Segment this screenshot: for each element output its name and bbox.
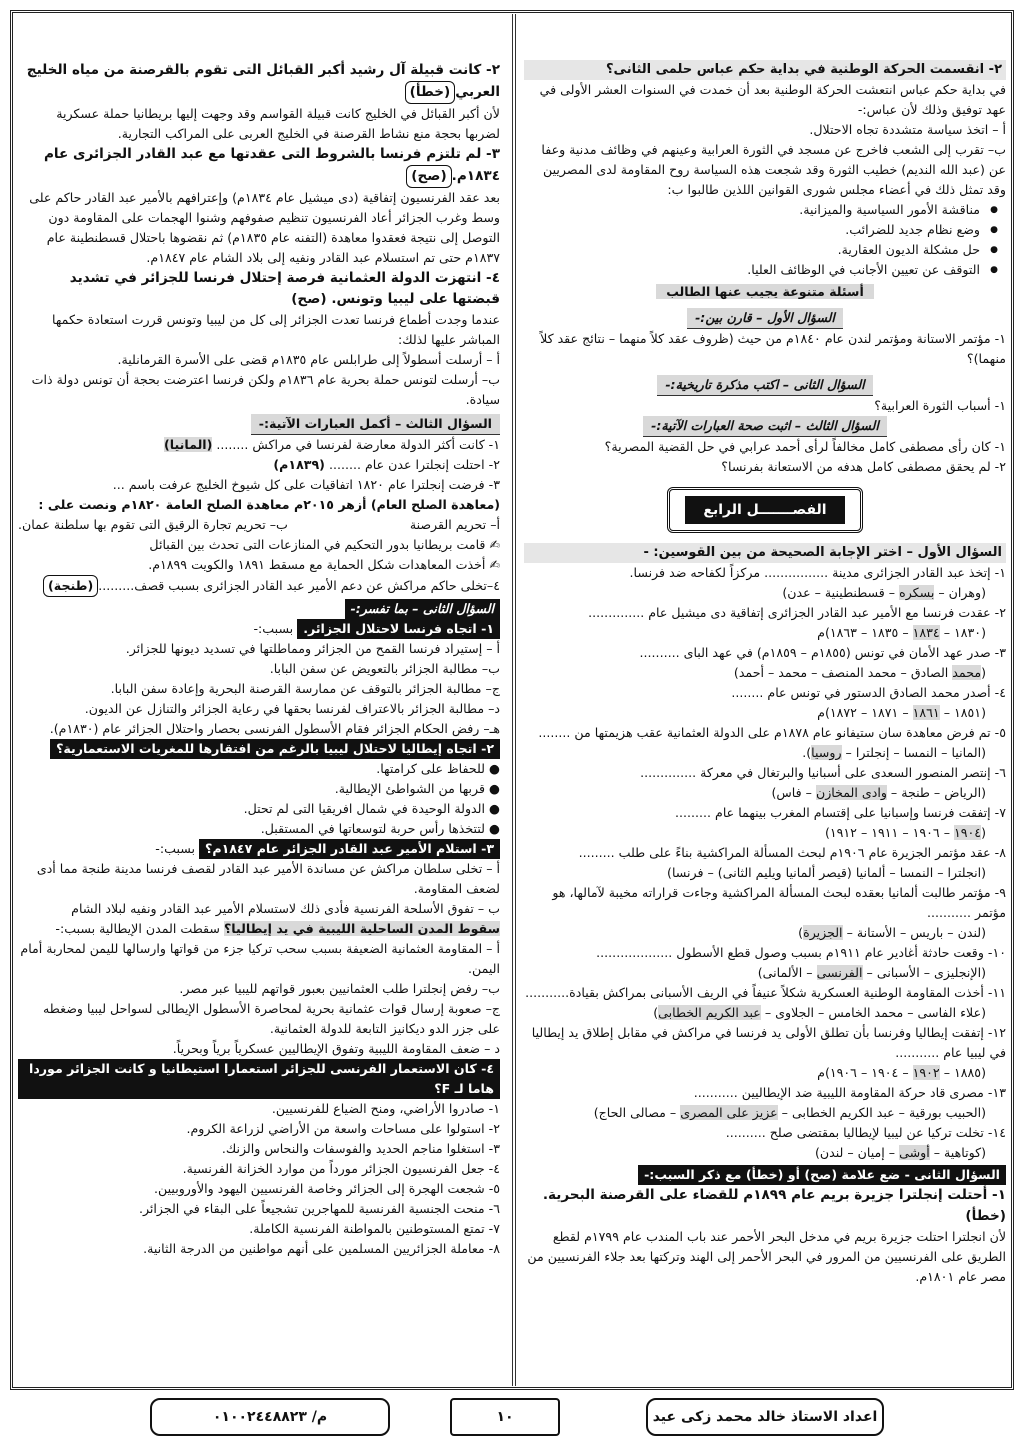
explain-1-title: ١- اتجاه فرنسا لاحتلال الجزائر. xyxy=(297,619,500,639)
tf-question-2: ٢- كانت قبيلة آل رشيد أكبر القبائل التى تقوم بالقرصنة من مياه الخليج العربي xyxy=(26,62,500,100)
mc-correct-answer: بسكره xyxy=(899,585,935,600)
mc-question: ٩- مؤتمر طالبت ألمانيا بعقده لبحث المسألة المراكشية وجاءت قراراته مخيبة لآمالها، هو مؤتمر ........... xyxy=(552,885,1006,920)
true-false-question-1: ١- أحتلت إنجلترا جزيرة بريم عام ١٨٩٩م للقضاء على القرصنة البحرية.(خطأ) xyxy=(542,1187,1006,1224)
mc-correct-answer: الفرنسى xyxy=(816,965,863,980)
author-name: اعداد الاستاذ خالد محمد زكى عيد xyxy=(652,1409,878,1425)
tf-reason-4: عندما وجدت أطماع فرنسا تعدت الجزائر إلى كل من ليبيا وتونس قررت استعادة حكمها المباشر عليها لذلك: xyxy=(52,312,500,347)
list-item: هـ– رفض الحكام الجزائر فقام الأسطول الفرنسى بحصار واحتلال الجزائر عام (١٨٣٠م). xyxy=(49,721,500,736)
list-item: ● الدولة الوحيدة في شمال افريقيا التى لم تحتل. xyxy=(243,801,500,816)
explain-3-b: ب – تفوق الأسلحة الفرنسية فأدى ذلك لاستسلام الأمير عبد القادر ونفيه لبلاد الشام xyxy=(71,901,500,916)
mc-options: (محمد الصادق – محمد المنصف – محمد – أحمد) xyxy=(733,665,986,680)
left-column xyxy=(18,60,500,1259)
prove-item-1: ١- كان رأى مصطفى كامل مخالفاً لرأى أحمد عرابي في حل القضية المصرية؟ xyxy=(604,439,1006,454)
question-2-point-a: أ – اتخذ سياسة متشددة تجاه الاحتلال. xyxy=(809,122,1006,137)
complete-answer-4: (طنجة) xyxy=(43,575,98,597)
treaty-point-d: أخذت المعاهدات شكل الحماية مع مسقط ١٨٩١ والكويت ١٨٩٩م. xyxy=(148,557,486,572)
list-item: ٣- استغلوا مناجم الحديد والفوسفات والنحاس والزنك. xyxy=(221,1141,500,1156)
list-item: أ – إستيراد فرنسا القمح من الجزائر ومماطلتها في تسديد ديونها للجزائر. xyxy=(125,641,500,656)
mc-question: ٣- صدر عهد الأمان في تونس (١٨٥٥م – ١٨٥٩م) في عهد الباى .......... xyxy=(639,645,1006,660)
treaty-point-a: أ– تحريم القرصنة xyxy=(409,517,500,532)
mc-options: (الرياض – طنجة – وادى المخازن – فاس) xyxy=(771,785,986,800)
mc-options: (كوتاهية – أوشى – إميان – لندن) xyxy=(814,1145,986,1160)
list-item: ٨- معاملة الجزائريين المسلمين على أنهم مواطنين من الدرجة الثانية. xyxy=(143,1241,500,1256)
complete-item-4: ٤–تخلى حاكم مراكش عن دعم الأمير عبد القادر الجزائرى بسبب قصف......... xyxy=(98,578,500,593)
compare-item: ١- مؤتمر الاستانة ومؤتمر لندن عام ١٨٤٠م من حيث (ظروف عقد كلاً منهما – نتائج عقد كلاً منهما)؟ xyxy=(540,331,1006,366)
mc-options: (انجلترا – النمسا – ألمانيا (قيصر ألمانيا ويليم الثانى) – فرنسا) xyxy=(667,865,986,880)
tf-question-4: ٤- انتهزت الدولة العثمانية فرصة إحتلال فرنسا للجزائر في تشديد قبضتها على ليبيا وتونس. xyxy=(69,270,500,307)
complete-item-1: ١- كانت أكثر الدولة معارضة لفرنسا في مراكش ........ xyxy=(216,437,500,452)
complete-answer-2: (١٨٣٩م) xyxy=(273,457,325,472)
mc-options: (١٨٣٠ – ١٨٣٤ – ١٨٣٥ – ١٨٦٣)م xyxy=(817,625,986,640)
tf-answer-3: (صح) xyxy=(406,165,451,188)
chapter-heading xyxy=(667,487,863,533)
mc-correct-answer: ١٨٦١ xyxy=(912,705,940,720)
explain-5-list xyxy=(18,1099,500,1259)
explain-2-list xyxy=(18,759,500,839)
explain-section-title: السؤال الثانى – بما تفسر:- xyxy=(345,599,500,619)
mc-options: (المانيا – النمسا – إنجلترا – روسيا). xyxy=(802,745,986,760)
chapter-label: الفصـــــــل الرابع xyxy=(685,496,844,524)
list-item: ١- صادروا الأراضي، ومنح الضياع للفرنسيين. xyxy=(271,1101,500,1116)
section-title-memo: السؤال الثانى – اكتب مذكرة تاريخية:- xyxy=(657,375,872,396)
mc-question: ١٠- وقعت حادثة أغادير عام ١٩١١م بسبب وصول قطع الأسطول ................... xyxy=(596,945,1006,960)
list-item: ٤- جعل الفرنسيون الجزائر مورداً من موارد الخزانة الفرنسية. xyxy=(182,1161,500,1176)
mc-correct-answer: روسيا xyxy=(811,745,842,760)
tf-question-3: ٣- لم تلتزم فرنسا بالشروط التى عقدتها مع عبد القادر الجزائرى عام ١٨٣٤م. xyxy=(43,146,500,184)
mc-correct-answer: ١٩٠٢ xyxy=(912,1065,940,1080)
footer xyxy=(0,1394,1024,1444)
multiple-choice-list xyxy=(524,563,1006,1163)
mc-correct-answer: وادى المخازن xyxy=(815,785,887,800)
phone-box xyxy=(150,1398,390,1436)
list-item: ج– مطالبة الجزائر بالتوقف عن ممارسة القرصنة البحرية وإعادة سفن البابا. xyxy=(110,681,500,696)
mc-question: ١١- أخذت المقاومة الوطنية العسكرية شكلاً عنيفاً في الريف الأسبانى بمراكش بقيادة........... xyxy=(525,985,1006,1000)
explain-3-a: أ – تخلى سلطان مراكش عن مساندة الأمير عبد القادر لقصف فرنسا مدينة طنجة مما أدى لضعف المقاومة. xyxy=(36,861,500,896)
mc-question: ٢- عقدت فرنسا مع الأمير عبد القادر الجزائرى إتفاقية دى ميشيل عام .............. xyxy=(588,605,1006,620)
question-2-body: في بداية حكم عباس انتعشت الحركة الوطنية بعد أن خمدت في السنوات العشر الأولى في عهد توفيق وذلك لأن عباس:- xyxy=(539,82,1006,117)
explain-2-title: ٢- اتجاه إيطاليا لاحتلال ليبيا بالرغم من افتقارها للمغريات الاستعمارية؟ xyxy=(50,739,500,759)
mc-question: ١٢- إتفقت إيطاليا وفرنسا بأن تطلق الأولى يد فرنسا في مراكش في مقابل إطلاق يد إيطاليا في ليبيا عام ........... xyxy=(531,1025,1006,1060)
mc-options: (الإنجليزى – الأسبانى – الفرنسى – الألمانى) xyxy=(757,965,986,980)
mc-question: ٧- إتفقت فرنسا وإسبانيا على إقتسام المغرب بينهما عام ......... xyxy=(675,805,1006,820)
list-item: ٦- منحت الجنسية الفرنسية للمهاجرين تشجيعاً على البقاء في الجزائر. xyxy=(138,1201,500,1216)
list-item: ● حل مشكلة الديون العقارية. xyxy=(524,240,980,260)
pencil-icon: ✍ xyxy=(485,557,500,572)
list-item: ٥- شجعت الهجرة إلى الجزائر وخاصة الفرنسيين اليهود والأوروبيين. xyxy=(154,1181,500,1196)
mc-question: ٥- تم فرض معاهدة سان ستيفانو عام ١٨٧٨م على الدولة العثمانية عقب هزيمتها من ........ xyxy=(538,725,1006,740)
list-item: ٢- استولوا على مساحات واسعة من الأراضي لزراعة الكروم. xyxy=(186,1121,500,1136)
explain-1-list xyxy=(18,639,500,739)
list-item: ● للحفاظ على كرامتها. xyxy=(376,761,500,776)
tf-reason-4-a: أ – أرسلت أسطولاً إلى طرابلس عام ١٨٣٥م قضى على الأسرة القرمانلية. xyxy=(117,352,500,367)
page-number: ١٠ xyxy=(496,1409,514,1425)
right-column xyxy=(524,60,1006,1287)
complete-item-3: ٣- فرضت إنجلترا عام ١٨٢٠ اتفاقيات على كل شيوخ الخليج عرفت باسم ... xyxy=(112,477,500,492)
phone-number: م/ ٠١٠٠٢٤٤٨٨٢٣ xyxy=(212,1409,328,1425)
mc-options: (١٨٨٥ – ١٩٠٢ – ١٩٠٤ – ١٩٠٦)م xyxy=(817,1065,986,1080)
tf-reason-2: لأن أكبر القبائل في الخليج كانت قبيلة القواسم وقد وجهت إليها بريطانيا حملة عسكرية لضربها بحجة منع نشاط القرصنة في الخليج العربى على المراكب التجارية. xyxy=(56,106,500,141)
list-item: أ – المقاومة العثمانية الضعيفة بسبب سحب تركيا جزء من قواتها وارسالها لليمن لمحاربة أمام اليمن. xyxy=(20,941,500,976)
pencil-icon: ✍ xyxy=(485,537,500,552)
mc-question: ٤- أصدر محمد الصادق الدستور في تونس عام ........ xyxy=(731,685,1006,700)
mc-correct-answer: ١٩٠٤ xyxy=(954,825,982,840)
demands-list xyxy=(524,200,1006,280)
complete-answer-3: (معاهدة الصلح العام) أزهر ٢٠١٥م معاهدة الصلح العامة ١٨٢٠م ونصت على : xyxy=(38,497,500,512)
list-item: د– مطالبة الجزائر بالاعتراف لفرنسا بحقها في رعاية الجزائر والتنازل عن الديون. xyxy=(84,701,500,716)
list-item: ● وضع نظام جديد للضرائب. xyxy=(524,220,980,240)
mc-question: ١٣- مصرى قاد حركة المقاومة الليبية ضد الإيطاليين ........... xyxy=(693,1085,1006,1100)
question-2-title: ٢- انقسمت الحركة الوطنية في بداية حكم عباس حلمى الثانى؟ xyxy=(524,60,1006,80)
mc-correct-answer: الجزيرة xyxy=(803,925,843,940)
mc-options: (١٨٥١ – ١٨٦١ – ١٨٧١ – ١٨٧٢)م xyxy=(817,705,986,720)
column-divider xyxy=(512,14,516,1386)
tf-reason-4-b: ب– أرسلت لتونس حملة بحرية عام ١٨٣٦م ولكن فرنسا اعترضت بحجة أن تونس دولة ذات سيادة. xyxy=(31,372,500,407)
tf-reason-3: بعد عقد الفرنسيون إتفاقية (دى ميشيل عام ١٨٣٤م) وإعترافهم بالأمير عبد القادر حاكم على وسط وغرب الجزائر أعاد الفرنسيون تنظيم صفوفهم وشنوا الهجمات على المقاومة دون التوصل إلى نتيجة فعقدوا معاهدة (التفنه عام ١٨٣٥م) ثم نقضوها باحتلال قسطنطينة عام ١٨٣٧م حتى تم استسلام عبد القادر ونفيه إلى بلاد الشام عام ١٨٤٧م. xyxy=(29,190,500,265)
explain-4-list xyxy=(18,939,500,1059)
list-item: ب– مطالبة الجزائر بالتعويض عن سفن البابا. xyxy=(269,661,500,676)
list-item: ج– صعوبة إرسال قوات عثمانية بحرية لمحاصرة الأسطول الإيطالى لسواحل ليبيا وضغطه على جزر الدو ديكانيز التابعة للدولة العثمانية. xyxy=(43,1001,500,1036)
treaty-point-b: ب– تحريم تجارة الرقيق التى تقوم بها سلطنة عمان. xyxy=(18,517,288,532)
mc-options: (وهران – بسكره – قسطنطينية – عدن) xyxy=(782,585,986,600)
complete-answer-1: (المانيا) xyxy=(164,437,213,452)
prove-item-2: ٢- لم يحقق مصطفى كامل هدفه من الاستعانة بفرنسا؟ xyxy=(721,459,1006,474)
list-item: ● قربها من الشواطئ الإيطالية. xyxy=(334,781,500,796)
true-false-title: السؤال الثانى - ضع علامة (صح) أو (خطأ) مع ذكر السبب:- xyxy=(638,1165,1006,1185)
true-false-reason-1: لأن انجلترا احتلت جزيرة بريم في مدخل البحر الأحمر عند باب المندب عام ١٧٩٩م لقطع الطريق على الفرنسيين من المرور في البحر الأحمر إلى الهند وتركتها بعد جلاء الفرنسيين من مصر عام ١٨٠١م. xyxy=(527,1229,1006,1284)
various-questions-title: أسئلة متنوعة يجيب عنها الطالب xyxy=(656,284,874,299)
mc-correct-answer: أوشى xyxy=(899,1145,930,1160)
list-item: ● التوقف عن تعيين الأجانب في الوظائف العليا. xyxy=(524,260,980,280)
section-title-compare: السؤال الأول – قارن بين:- xyxy=(687,308,843,329)
mc-question: ٦- إنتصر المنصور السعدى على أسبانيا والبرتغال في معركة .............. xyxy=(640,765,1006,780)
author-box xyxy=(646,1398,884,1436)
complete-item-2: ٢- احتلت إنجلترا عدن عام ........ xyxy=(328,457,500,472)
mc-options: (الحبيب بورقية – عبد الكريم الخطابى – عزيز على المصرى – مصالى الحاج) xyxy=(593,1105,986,1120)
list-item: ٧- تمتع المستوطنين بالمواطنة الفرنسية الكاملة. xyxy=(249,1221,500,1236)
mc-question: ٨- عقد مؤتمر الجزيرة عام ١٩٠٦م لبحث المسألة المراكشية بناءً على طلب ......... xyxy=(578,845,1006,860)
list-item: ● لتتخذها رأس حربة لتوسعاتها في المستقبل. xyxy=(260,821,500,836)
mc-correct-answer: ١٨٣٤ xyxy=(912,625,940,640)
list-item: ● مناقشة الأمور السياسية والميزانية. xyxy=(524,200,980,220)
explain-3-suffix: بسبب:- xyxy=(155,841,195,856)
list-item: ب– رفض إنجلترا طلب العثمانيين بعبور قواتهم لليبيا عبر مصر. xyxy=(179,981,500,996)
explain-1-suffix: بسبب:- xyxy=(253,621,294,636)
mc-question: ١٤- تخلت تركيا عن ليبيا لإيطاليا بمقتضى صلح .......... xyxy=(725,1125,1006,1140)
mc-options: (١٩٠٤ – ١٩٠٦ – ١٩١١ – ١٩١٢) xyxy=(824,825,986,840)
memo-item: ١- أسباب الثورة العرابية؟ xyxy=(874,398,1006,413)
explain-4-title: سقوط المدن الساحلية الليبية في يد إيطاليا؟ xyxy=(223,921,500,936)
page-number-box xyxy=(450,1398,560,1436)
list-item: د – ضعف المقاومة الليبية وتفوق الإيطاليين عسكرياً برياً وبحرياً. xyxy=(172,1041,500,1056)
mc-correct-answer: محمد xyxy=(952,665,982,680)
mc-options: (علاء الفاسى – محمد الخامس – الجلاوى – عبد الكريم الخطابى) xyxy=(653,1005,986,1020)
mc-correct-answer: عزيز على المصرى xyxy=(680,1105,778,1120)
mc-correct-answer: عبد الكريم الخطابى xyxy=(658,1005,761,1020)
tf-answer-2: (خطأ) xyxy=(405,81,456,104)
explain-5-title: ٤- كان الاستعمار الفرنسى للجزائر استعمارا استيطانيا و كانت الجزائر موردا هاما لـ F؟ xyxy=(18,1059,500,1099)
multiple-choice-title: السؤال الأول – اختر الإجابة الصحيحة من بين القوسين: - xyxy=(524,543,1006,563)
treaty-point-c: قامت بريطانيا بدور التحكيم في المنازعات التى تحدث بين القبائل xyxy=(149,537,486,552)
complete-section-title: السؤال الثالث – أكمل العبارات الآتية:- xyxy=(251,414,500,435)
explain-3-title: ٣- استلام الأمير عبد القادر الجزائر عام ١٨٤٧م؟ xyxy=(199,839,500,859)
explain-4-suffix: سقطت المدن الإيطالية بسبب:- xyxy=(55,921,220,936)
mc-question: ١- إتخذ عبد القادر الجزائرى مدينة ................ مركزاً لكفاحه ضد فرنسا. xyxy=(629,565,1006,580)
tf-answer-4: (صح) xyxy=(291,291,327,307)
mc-options: (لندن – باريس – الأستانة – الجزيرة) xyxy=(798,925,986,940)
section-title-prove: السؤال الثالث – اثبت صحة العبارات الآتية:- xyxy=(643,416,887,437)
question-2-point-b: ب– تقرب إلى الشعب فاخرج عن مسجد في الثورة العرابية وعينهم في وظائف مدنية وعفا عن (عبد الله النديم) خطيب الثورة وقد شجعت هذه السياسة روح المقاومة لدى المصريين وقد تمثل ذلك في أعضاء مجلس شورى القوانين اللذين طالبوا ب: xyxy=(541,142,1006,197)
